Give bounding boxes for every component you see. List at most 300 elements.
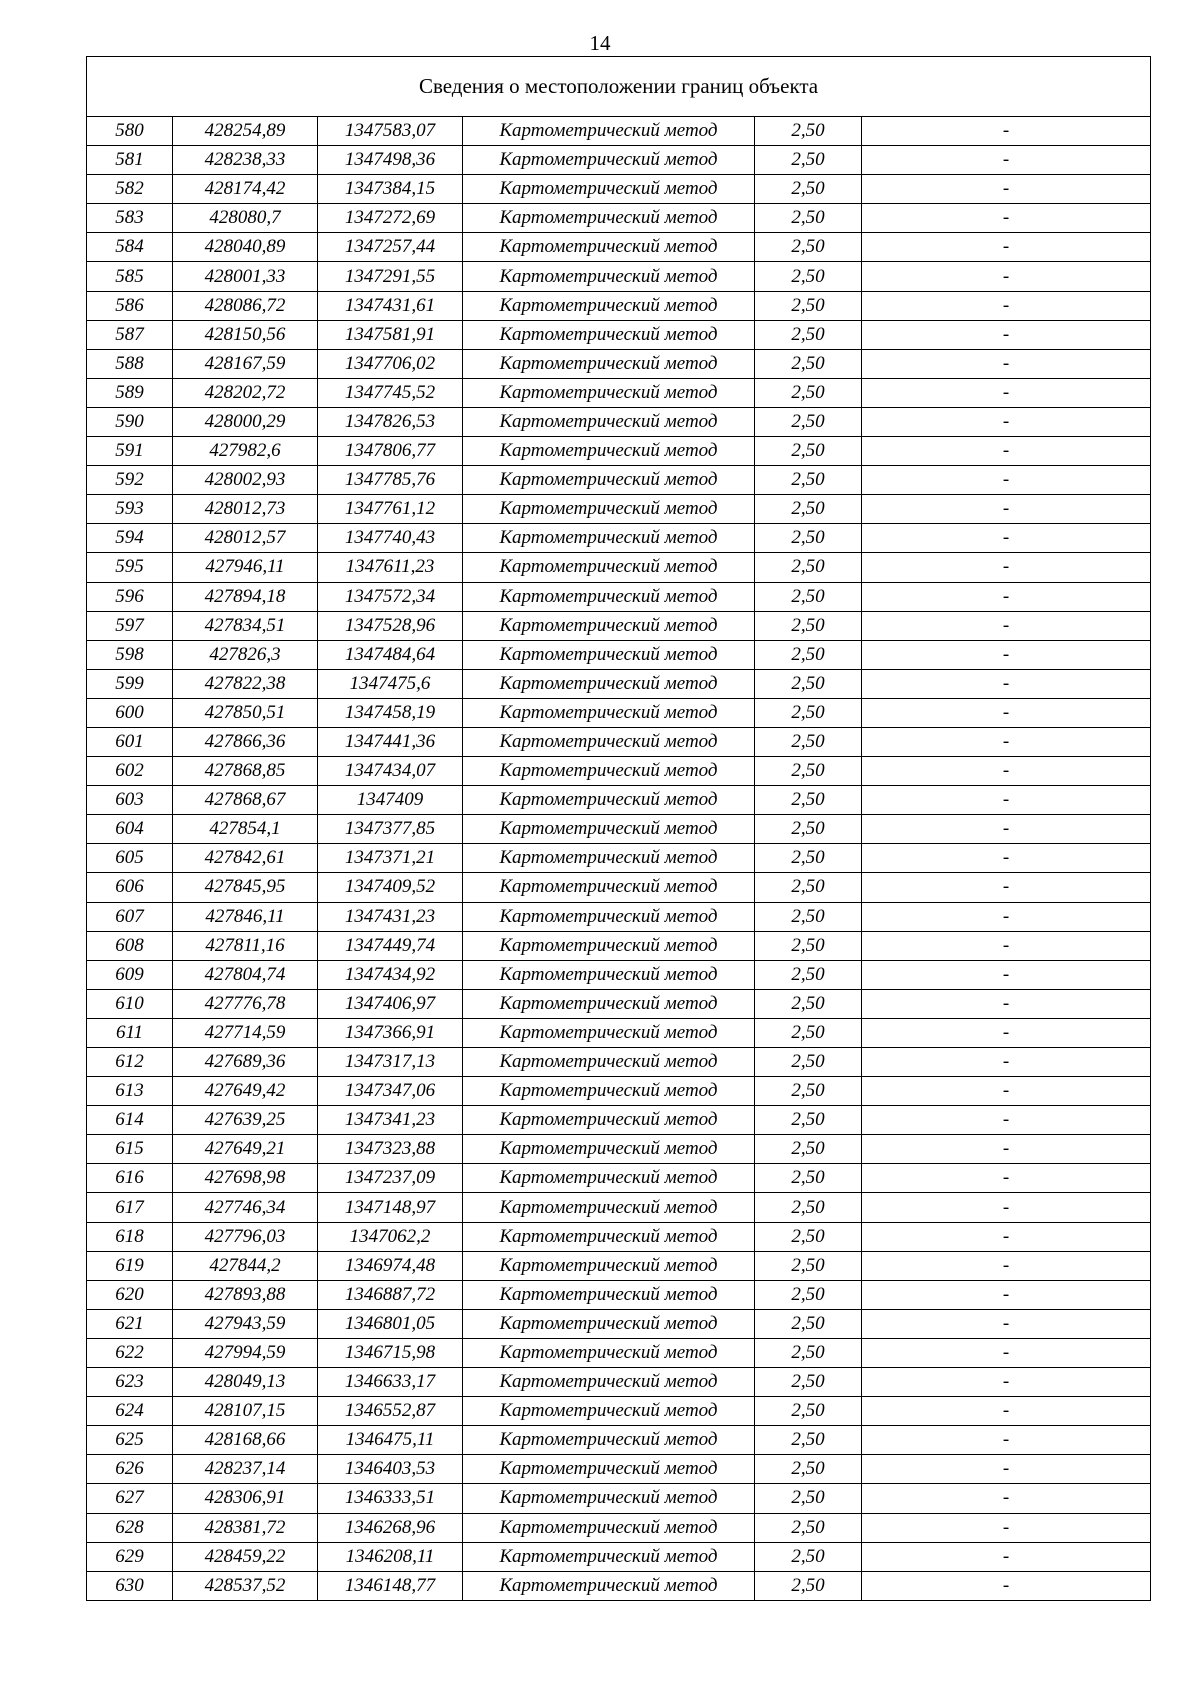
- x-coordinate-cell: 428000,29: [173, 407, 318, 436]
- x-coordinate-cell: 427868,67: [173, 786, 318, 815]
- y-coordinate-cell: 1347237,09: [318, 1164, 463, 1193]
- y-coordinate-cell: 1347434,07: [318, 757, 463, 786]
- note-cell: -: [862, 989, 1151, 1018]
- y-coordinate-cell: 1347458,19: [318, 698, 463, 727]
- method-cell: Картометрический метод: [463, 1018, 755, 1047]
- point-number-cell: 628: [87, 1513, 173, 1542]
- accuracy-cell: 2,50: [755, 1106, 862, 1135]
- note-cell: -: [862, 349, 1151, 378]
- y-coordinate-cell: 1347377,85: [318, 815, 463, 844]
- method-cell: Картометрический метод: [463, 1571, 755, 1600]
- x-coordinate-cell: 428080,7: [173, 204, 318, 233]
- note-cell: -: [862, 582, 1151, 611]
- y-coordinate-cell: 1347581,91: [318, 320, 463, 349]
- method-cell: Картометрический метод: [463, 727, 755, 756]
- accuracy-cell: 2,50: [755, 204, 862, 233]
- y-coordinate-cell: 1347347,06: [318, 1077, 463, 1106]
- point-number-cell: 627: [87, 1484, 173, 1513]
- x-coordinate-cell: 427649,42: [173, 1077, 318, 1106]
- note-cell: -: [862, 727, 1151, 756]
- table-body: [87, 117, 1151, 1601]
- note-cell: -: [862, 1484, 1151, 1513]
- note-cell: -: [862, 1048, 1151, 1077]
- accuracy-cell: 2,50: [755, 1397, 862, 1426]
- table-row: [87, 262, 1151, 291]
- note-cell: -: [862, 1542, 1151, 1571]
- accuracy-cell: 2,50: [755, 1164, 862, 1193]
- x-coordinate-cell: 427822,38: [173, 669, 318, 698]
- table-row: [87, 1018, 1151, 1047]
- x-coordinate-cell: 427943,59: [173, 1309, 318, 1338]
- y-coordinate-cell: 1346552,87: [318, 1397, 463, 1426]
- table-row: [87, 669, 1151, 698]
- point-number-cell: 615: [87, 1135, 173, 1164]
- y-coordinate-cell: 1346148,77: [318, 1571, 463, 1600]
- accuracy-cell: 2,50: [755, 146, 862, 175]
- note-cell: -: [862, 1426, 1151, 1455]
- accuracy-cell: 2,50: [755, 378, 862, 407]
- method-cell: Картометрический метод: [463, 582, 755, 611]
- y-coordinate-cell: 1346333,51: [318, 1484, 463, 1513]
- point-number-cell: 581: [87, 146, 173, 175]
- x-coordinate-cell: 428381,72: [173, 1513, 318, 1542]
- point-number-cell: 599: [87, 669, 173, 698]
- table-row: [87, 989, 1151, 1018]
- point-number-cell: 609: [87, 960, 173, 989]
- accuracy-cell: 2,50: [755, 437, 862, 466]
- accuracy-cell: 2,50: [755, 1018, 862, 1047]
- x-coordinate-cell: 427850,51: [173, 698, 318, 727]
- accuracy-cell: 2,50: [755, 1222, 862, 1251]
- note-cell: -: [862, 844, 1151, 873]
- point-number-cell: 601: [87, 727, 173, 756]
- x-coordinate-cell: 427894,18: [173, 582, 318, 611]
- y-coordinate-cell: 1347148,97: [318, 1193, 463, 1222]
- note-cell: -: [862, 931, 1151, 960]
- table-row: [87, 407, 1151, 436]
- y-coordinate-cell: 1347409: [318, 786, 463, 815]
- y-coordinate-cell: 1346974,48: [318, 1251, 463, 1280]
- y-coordinate-cell: 1347406,97: [318, 989, 463, 1018]
- y-coordinate-cell: 1347434,92: [318, 960, 463, 989]
- accuracy-cell: 2,50: [755, 669, 862, 698]
- method-cell: Картометрический метод: [463, 960, 755, 989]
- table-row: [87, 873, 1151, 902]
- point-number-cell: 608: [87, 931, 173, 960]
- y-coordinate-cell: 1347498,36: [318, 146, 463, 175]
- note-cell: -: [862, 1368, 1151, 1397]
- x-coordinate-cell: 427804,74: [173, 960, 318, 989]
- x-coordinate-cell: 428012,73: [173, 495, 318, 524]
- note-cell: -: [862, 1338, 1151, 1367]
- y-coordinate-cell: 1347257,44: [318, 233, 463, 262]
- note-cell: -: [862, 757, 1151, 786]
- table-row: [87, 1048, 1151, 1077]
- accuracy-cell: 2,50: [755, 233, 862, 262]
- x-coordinate-cell: 428174,42: [173, 175, 318, 204]
- point-number-cell: 621: [87, 1309, 173, 1338]
- table-row: [87, 1426, 1151, 1455]
- point-number-cell: 590: [87, 407, 173, 436]
- table-row: [87, 1164, 1151, 1193]
- point-number-cell: 596: [87, 582, 173, 611]
- method-cell: Картометрический метод: [463, 611, 755, 640]
- method-cell: Картометрический метод: [463, 553, 755, 582]
- point-number-cell: 614: [87, 1106, 173, 1135]
- note-cell: -: [862, 1251, 1151, 1280]
- accuracy-cell: 2,50: [755, 1338, 862, 1367]
- y-coordinate-cell: 1347371,21: [318, 844, 463, 873]
- point-number-cell: 588: [87, 349, 173, 378]
- method-cell: Картометрический метод: [463, 1048, 755, 1077]
- point-number-cell: 592: [87, 466, 173, 495]
- point-number-cell: 620: [87, 1280, 173, 1309]
- x-coordinate-cell: 427946,11: [173, 553, 318, 582]
- method-cell: Картометрический метод: [463, 146, 755, 175]
- y-coordinate-cell: 1347384,15: [318, 175, 463, 204]
- table-row: [87, 1338, 1151, 1367]
- y-coordinate-cell: 1347341,23: [318, 1106, 463, 1135]
- point-number-cell: 623: [87, 1368, 173, 1397]
- table-row: [87, 1455, 1151, 1484]
- accuracy-cell: 2,50: [755, 262, 862, 291]
- x-coordinate-cell: 427994,59: [173, 1338, 318, 1367]
- point-number-cell: 602: [87, 757, 173, 786]
- y-coordinate-cell: 1347291,55: [318, 262, 463, 291]
- note-cell: -: [862, 117, 1151, 146]
- method-cell: Картометрический метод: [463, 291, 755, 320]
- point-number-cell: 606: [87, 873, 173, 902]
- point-number-cell: 597: [87, 611, 173, 640]
- point-number-cell: 617: [87, 1193, 173, 1222]
- note-cell: -: [862, 1280, 1151, 1309]
- method-cell: Картометрический метод: [463, 1222, 755, 1251]
- method-cell: Картометрический метод: [463, 1251, 755, 1280]
- method-cell: Картометрический метод: [463, 378, 755, 407]
- y-coordinate-cell: 1346801,05: [318, 1309, 463, 1338]
- method-cell: Картометрический метод: [463, 1077, 755, 1106]
- table-row: [87, 1193, 1151, 1222]
- table-row: [87, 698, 1151, 727]
- method-cell: Картометрический метод: [463, 466, 755, 495]
- x-coordinate-cell: 427982,6: [173, 437, 318, 466]
- note-cell: -: [862, 407, 1151, 436]
- accuracy-cell: 2,50: [755, 757, 862, 786]
- method-cell: Картометрический метод: [463, 1455, 755, 1484]
- note-cell: -: [862, 786, 1151, 815]
- note-cell: -: [862, 960, 1151, 989]
- point-number-cell: 629: [87, 1542, 173, 1571]
- method-cell: Картометрический метод: [463, 524, 755, 553]
- method-cell: Картометрический метод: [463, 902, 755, 931]
- method-cell: Картометрический метод: [463, 786, 755, 815]
- accuracy-cell: 2,50: [755, 640, 862, 669]
- y-coordinate-cell: 1347583,07: [318, 117, 463, 146]
- accuracy-cell: 2,50: [755, 844, 862, 873]
- note-cell: -: [862, 553, 1151, 582]
- x-coordinate-cell: 427811,16: [173, 931, 318, 960]
- x-coordinate-cell: 428167,59: [173, 349, 318, 378]
- x-coordinate-cell: 427796,03: [173, 1222, 318, 1251]
- table-title: Сведения о местоположении границ объекта: [87, 57, 1151, 117]
- x-coordinate-cell: 428040,89: [173, 233, 318, 262]
- method-cell: Картометрический метод: [463, 698, 755, 727]
- point-number-cell: 605: [87, 844, 173, 873]
- y-coordinate-cell: 1347572,34: [318, 582, 463, 611]
- accuracy-cell: 2,50: [755, 1426, 862, 1455]
- method-cell: Картометрический метод: [463, 1135, 755, 1164]
- table-row: [87, 437, 1151, 466]
- x-coordinate-cell: 428306,91: [173, 1484, 318, 1513]
- accuracy-cell: 2,50: [755, 815, 862, 844]
- method-cell: Картометрический метод: [463, 1164, 755, 1193]
- point-number-cell: 610: [87, 989, 173, 1018]
- y-coordinate-cell: 1347441,36: [318, 727, 463, 756]
- x-coordinate-cell: 428086,72: [173, 291, 318, 320]
- method-cell: Картометрический метод: [463, 204, 755, 233]
- x-coordinate-cell: 428238,33: [173, 146, 318, 175]
- method-cell: Картометрический метод: [463, 1397, 755, 1426]
- note-cell: -: [862, 611, 1151, 640]
- table-row: [87, 320, 1151, 349]
- x-coordinate-cell: 428001,33: [173, 262, 318, 291]
- table-row: [87, 349, 1151, 378]
- note-cell: -: [862, 175, 1151, 204]
- note-cell: -: [862, 262, 1151, 291]
- x-coordinate-cell: 427868,85: [173, 757, 318, 786]
- method-cell: Картометрический метод: [463, 495, 755, 524]
- note-cell: -: [862, 466, 1151, 495]
- y-coordinate-cell: 1347611,23: [318, 553, 463, 582]
- x-coordinate-cell: 428002,93: [173, 466, 318, 495]
- method-cell: Картометрический метод: [463, 1426, 755, 1455]
- note-cell: -: [862, 1193, 1151, 1222]
- point-number-cell: 584: [87, 233, 173, 262]
- accuracy-cell: 2,50: [755, 786, 862, 815]
- accuracy-cell: 2,50: [755, 727, 862, 756]
- note-cell: -: [862, 1106, 1151, 1135]
- x-coordinate-cell: 427893,88: [173, 1280, 318, 1309]
- y-coordinate-cell: 1346268,96: [318, 1513, 463, 1542]
- x-coordinate-cell: 427639,25: [173, 1106, 318, 1135]
- note-cell: -: [862, 640, 1151, 669]
- point-number-cell: 583: [87, 204, 173, 233]
- accuracy-cell: 2,50: [755, 291, 862, 320]
- accuracy-cell: 2,50: [755, 1542, 862, 1571]
- accuracy-cell: 2,50: [755, 1135, 862, 1164]
- x-coordinate-cell: 427842,61: [173, 844, 318, 873]
- table-row: [87, 786, 1151, 815]
- accuracy-cell: 2,50: [755, 1368, 862, 1397]
- accuracy-cell: 2,50: [755, 902, 862, 931]
- method-cell: Картометрический метод: [463, 640, 755, 669]
- method-cell: Картометрический метод: [463, 1193, 755, 1222]
- point-number-cell: 600: [87, 698, 173, 727]
- method-cell: Картометрический метод: [463, 844, 755, 873]
- point-number-cell: 607: [87, 902, 173, 931]
- x-coordinate-cell: 427866,36: [173, 727, 318, 756]
- y-coordinate-cell: 1347740,43: [318, 524, 463, 553]
- accuracy-cell: 2,50: [755, 117, 862, 146]
- point-number-cell: 585: [87, 262, 173, 291]
- method-cell: Картометрический метод: [463, 175, 755, 204]
- accuracy-cell: 2,50: [755, 1193, 862, 1222]
- method-cell: Картометрический метод: [463, 320, 755, 349]
- point-number-cell: 586: [87, 291, 173, 320]
- note-cell: -: [862, 1309, 1151, 1338]
- x-coordinate-cell: 427698,98: [173, 1164, 318, 1193]
- note-cell: -: [862, 873, 1151, 902]
- note-cell: -: [862, 698, 1151, 727]
- note-cell: -: [862, 669, 1151, 698]
- note-cell: -: [862, 1018, 1151, 1047]
- x-coordinate-cell: 427854,1: [173, 815, 318, 844]
- point-number-cell: 618: [87, 1222, 173, 1251]
- y-coordinate-cell: 1347484,64: [318, 640, 463, 669]
- table-row: [87, 553, 1151, 582]
- x-coordinate-cell: 427649,21: [173, 1135, 318, 1164]
- y-coordinate-cell: 1347317,13: [318, 1048, 463, 1077]
- note-cell: -: [862, 233, 1151, 262]
- accuracy-cell: 2,50: [755, 873, 862, 902]
- accuracy-cell: 2,50: [755, 1484, 862, 1513]
- y-coordinate-cell: 1347475,6: [318, 669, 463, 698]
- note-cell: -: [862, 1513, 1151, 1542]
- method-cell: Картометрический метод: [463, 757, 755, 786]
- accuracy-cell: 2,50: [755, 320, 862, 349]
- note-cell: -: [862, 1164, 1151, 1193]
- note-cell: -: [862, 1571, 1151, 1600]
- point-number-cell: 589: [87, 378, 173, 407]
- y-coordinate-cell: 1347409,52: [318, 873, 463, 902]
- y-coordinate-cell: 1347528,96: [318, 611, 463, 640]
- y-coordinate-cell: 1347323,88: [318, 1135, 463, 1164]
- y-coordinate-cell: 1347826,53: [318, 407, 463, 436]
- method-cell: Картометрический метод: [463, 989, 755, 1018]
- accuracy-cell: 2,50: [755, 1048, 862, 1077]
- x-coordinate-cell: 428459,22: [173, 1542, 318, 1571]
- accuracy-cell: 2,50: [755, 524, 862, 553]
- table-row: [87, 233, 1151, 262]
- note-cell: -: [862, 378, 1151, 407]
- accuracy-cell: 2,50: [755, 466, 862, 495]
- x-coordinate-cell: 427689,36: [173, 1048, 318, 1077]
- note-cell: -: [862, 1077, 1151, 1106]
- point-number-cell: 595: [87, 553, 173, 582]
- note-cell: -: [862, 437, 1151, 466]
- x-coordinate-cell: 428537,52: [173, 1571, 318, 1600]
- method-cell: Картометрический метод: [463, 349, 755, 378]
- y-coordinate-cell: 1346633,17: [318, 1368, 463, 1397]
- table-row: [87, 1135, 1151, 1164]
- y-coordinate-cell: 1347272,69: [318, 204, 463, 233]
- x-coordinate-cell: 427746,34: [173, 1193, 318, 1222]
- method-cell: Картометрический метод: [463, 1106, 755, 1135]
- point-number-cell: 626: [87, 1455, 173, 1484]
- x-coordinate-cell: 427776,78: [173, 989, 318, 1018]
- x-coordinate-cell: 428107,15: [173, 1397, 318, 1426]
- table-row: [87, 1368, 1151, 1397]
- point-number-cell: 622: [87, 1338, 173, 1367]
- accuracy-cell: 2,50: [755, 1571, 862, 1600]
- accuracy-cell: 2,50: [755, 1077, 862, 1106]
- method-cell: Картометрический метод: [463, 931, 755, 960]
- table-row: [87, 1106, 1151, 1135]
- method-cell: Картометрический метод: [463, 1368, 755, 1397]
- table-row: [87, 902, 1151, 931]
- accuracy-cell: 2,50: [755, 960, 862, 989]
- point-number-cell: 598: [87, 640, 173, 669]
- table-row: [87, 1077, 1151, 1106]
- table-row: [87, 1251, 1151, 1280]
- table-row: [87, 960, 1151, 989]
- table-row: [87, 815, 1151, 844]
- table-row: [87, 466, 1151, 495]
- table-row: [87, 1309, 1151, 1338]
- point-number-cell: 630: [87, 1571, 173, 1600]
- note-cell: -: [862, 320, 1151, 349]
- point-number-cell: 591: [87, 437, 173, 466]
- x-coordinate-cell: 428168,66: [173, 1426, 318, 1455]
- note-cell: -: [862, 1397, 1151, 1426]
- x-coordinate-cell: 427846,11: [173, 902, 318, 931]
- note-cell: -: [862, 204, 1151, 233]
- point-number-cell: 580: [87, 117, 173, 146]
- page-number: 14: [589, 31, 611, 55]
- table-row: [87, 146, 1151, 175]
- table-row: [87, 582, 1151, 611]
- table-row: [87, 727, 1151, 756]
- accuracy-cell: 2,50: [755, 611, 862, 640]
- y-coordinate-cell: 1347785,76: [318, 466, 463, 495]
- note-cell: -: [862, 291, 1151, 320]
- point-number-cell: 624: [87, 1397, 173, 1426]
- y-coordinate-cell: 1346403,53: [318, 1455, 463, 1484]
- y-coordinate-cell: 1347366,91: [318, 1018, 463, 1047]
- method-cell: Картометрический метод: [463, 437, 755, 466]
- x-coordinate-cell: 428012,57: [173, 524, 318, 553]
- y-coordinate-cell: 1347431,23: [318, 902, 463, 931]
- boundary-coordinates-table: [86, 56, 1151, 1601]
- x-coordinate-cell: 427834,51: [173, 611, 318, 640]
- point-number-cell: 582: [87, 175, 173, 204]
- y-coordinate-cell: 1347062,2: [318, 1222, 463, 1251]
- accuracy-cell: 2,50: [755, 1280, 862, 1309]
- method-cell: Картометрический метод: [463, 233, 755, 262]
- table-row: [87, 291, 1151, 320]
- point-number-cell: 587: [87, 320, 173, 349]
- point-number-cell: 616: [87, 1164, 173, 1193]
- note-cell: -: [862, 1222, 1151, 1251]
- note-cell: -: [862, 146, 1151, 175]
- y-coordinate-cell: 1347431,61: [318, 291, 463, 320]
- method-cell: Картометрический метод: [463, 1309, 755, 1338]
- accuracy-cell: 2,50: [755, 698, 862, 727]
- table-row: [87, 1397, 1151, 1426]
- x-coordinate-cell: 428150,56: [173, 320, 318, 349]
- point-number-cell: 611: [87, 1018, 173, 1047]
- table-row: [87, 640, 1151, 669]
- accuracy-cell: 2,50: [755, 407, 862, 436]
- method-cell: Картометрический метод: [463, 407, 755, 436]
- table-row: [87, 378, 1151, 407]
- accuracy-cell: 2,50: [755, 175, 862, 204]
- x-coordinate-cell: 427845,95: [173, 873, 318, 902]
- method-cell: Картометрический метод: [463, 1513, 755, 1542]
- table-row: [87, 931, 1151, 960]
- method-cell: Картометрический метод: [463, 669, 755, 698]
- note-cell: -: [862, 1135, 1151, 1164]
